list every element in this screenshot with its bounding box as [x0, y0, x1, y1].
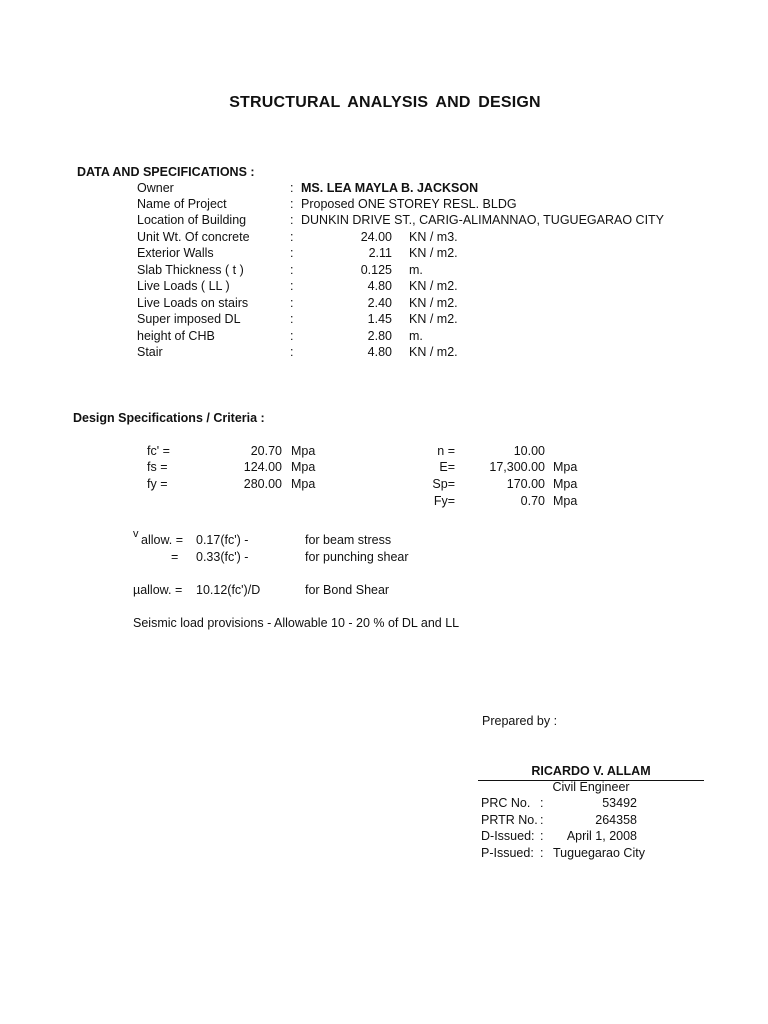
u-description: for Bond Shear	[305, 583, 390, 597]
criteria-row	[0, 494, 768, 510]
engineer-name: RICARDO V. ALLAM	[531, 764, 651, 778]
spec-row	[0, 279, 768, 295]
credential-value: 53492	[602, 796, 637, 810]
allowable-stress-row	[0, 550, 768, 566]
criteria-label: Sp=	[432, 477, 455, 491]
owner-row	[0, 181, 768, 197]
spec-colon: :	[290, 263, 294, 277]
criteria-value: 10.00	[513, 444, 545, 458]
location-value: DUNKIN DRIVE ST., CARIG-ALIMANNAO, TUGUEGARAO CITY	[301, 213, 665, 227]
design-criteria-heading: Design Specifications / Criteria :	[73, 411, 265, 425]
spec-unit: KN / m2.	[409, 345, 458, 359]
spec-row	[0, 246, 768, 262]
v-symbol: v	[133, 528, 139, 540]
criteria-unit: Mpa	[291, 477, 316, 491]
spec-colon: :	[290, 345, 294, 359]
v-allow-label: allow. =	[141, 533, 184, 547]
spec-value: 2.40	[367, 296, 392, 310]
spec-label: Exterior Walls	[137, 246, 214, 260]
criteria-value: 17,300.00	[489, 460, 545, 474]
spec-value: 4.80	[367, 279, 392, 293]
criteria-row	[0, 477, 768, 493]
prepared-by-label: Prepared by :	[482, 714, 558, 728]
spec-unit: KN / m2.	[409, 279, 458, 293]
spec-unit: m.	[409, 329, 423, 343]
v-description: for beam stress	[305, 533, 392, 547]
criteria-row	[0, 460, 768, 476]
criteria-unit: Mpa	[553, 477, 578, 491]
location-label: Location of Building	[137, 213, 247, 227]
spec-row	[0, 312, 768, 328]
spec-label: Stair	[137, 345, 163, 359]
project-label: Name of Project	[137, 197, 227, 211]
credential-row	[0, 829, 768, 845]
v-formula: 0.33(fc') -	[196, 550, 249, 564]
spec-unit: KN / m3.	[409, 230, 458, 244]
allowable-stress-row	[0, 528, 768, 549]
location-colon: :	[290, 213, 294, 227]
credential-colon: :	[540, 796, 544, 810]
criteria-label: fy =	[147, 477, 168, 491]
spec-row	[0, 263, 768, 279]
spec-colon: :	[290, 296, 294, 310]
spec-unit: KN / m2.	[409, 296, 458, 310]
spec-row	[0, 296, 768, 312]
document-title: STRUCTURAL ANALYSIS AND DESIGN	[229, 94, 541, 111]
criteria-unit: Mpa	[291, 444, 316, 458]
spec-label: Live Loads ( LL )	[137, 279, 230, 293]
data-specifications-heading: DATA AND SPECIFICATIONS :	[77, 165, 255, 179]
credential-row	[0, 813, 768, 829]
spec-unit: KN / m2.	[409, 246, 458, 260]
criteria-unit: Mpa	[553, 460, 578, 474]
spec-colon: :	[290, 246, 294, 260]
owner-colon: :	[290, 181, 294, 195]
criteria-label: n =	[437, 444, 455, 458]
spec-colon: :	[290, 279, 294, 293]
spec-colon: :	[290, 329, 294, 343]
credential-row	[0, 796, 768, 812]
spec-colon: :	[290, 230, 294, 244]
seismic-provision-text: Seismic load provisions - Allowable 10 - 20 % of DL and LL	[133, 616, 460, 630]
spec-colon: :	[290, 312, 294, 326]
criteria-unit: Mpa	[553, 494, 578, 508]
spec-value: 0.125	[360, 263, 392, 277]
criteria-value: 124.00	[243, 460, 282, 474]
project-value: Proposed ONE STOREY RESL. BLDG	[301, 197, 517, 211]
spec-label: Slab Thickness ( t )	[137, 263, 244, 277]
location-row	[0, 213, 768, 229]
credential-row	[0, 846, 768, 862]
project-colon: :	[290, 197, 294, 211]
criteria-value: 170.00	[506, 477, 545, 491]
spec-row	[0, 230, 768, 246]
criteria-label: fs =	[147, 460, 168, 474]
spec-value: 2.11	[368, 246, 392, 260]
project-row	[0, 197, 768, 213]
spec-row	[0, 345, 768, 361]
credential-value: Tuguegarao City	[553, 846, 645, 860]
criteria-label: Fy=	[433, 494, 455, 508]
spec-unit: m.	[409, 263, 423, 277]
credential-value: 264358	[595, 813, 637, 827]
credential-colon: :	[540, 846, 544, 860]
criteria-unit: Mpa	[291, 460, 316, 474]
spec-label: Unit Wt. Of concrete	[137, 230, 250, 244]
criteria-value: 280.00	[243, 477, 282, 491]
credential-label: PRTR No.	[481, 813, 538, 827]
spec-value: 2.80	[367, 329, 392, 343]
v-description: for punching shear	[305, 550, 409, 564]
criteria-label: E=	[439, 460, 455, 474]
credential-value: April 1, 2008	[566, 829, 637, 843]
spec-value: 24.00	[360, 230, 392, 244]
spec-label: height of CHB	[137, 329, 215, 343]
u-allow-label: µallow. =	[133, 583, 183, 597]
u-formula: 10.12(fc')/D	[196, 583, 261, 597]
spec-value: 1.45	[367, 312, 392, 326]
spec-value: 4.80	[367, 345, 392, 359]
owner-label: Owner	[137, 181, 174, 195]
v-equals: =	[171, 550, 179, 564]
credential-colon: :	[540, 829, 544, 843]
credential-colon: :	[540, 813, 544, 827]
spec-unit: KN / m2.	[409, 312, 458, 326]
bond-shear-row	[0, 583, 768, 599]
owner-value: MS. LEA MAYLA B. JACKSON	[301, 181, 479, 195]
engineer-position: Civil Engineer	[552, 780, 630, 794]
spec-row	[0, 329, 768, 345]
criteria-row	[0, 444, 768, 460]
criteria-label: fc' =	[147, 444, 170, 458]
spec-label: Super imposed DL	[137, 312, 241, 326]
criteria-value: 20.70	[250, 444, 282, 458]
credential-label: PRC No.	[481, 796, 531, 810]
criteria-value: 0.70	[520, 494, 545, 508]
spec-label: Live Loads on stairs	[137, 296, 249, 310]
credential-label: P-Issued:	[481, 846, 534, 860]
credential-label: D-Issued:	[481, 829, 535, 843]
v-formula: 0.17(fc') -	[196, 533, 249, 547]
